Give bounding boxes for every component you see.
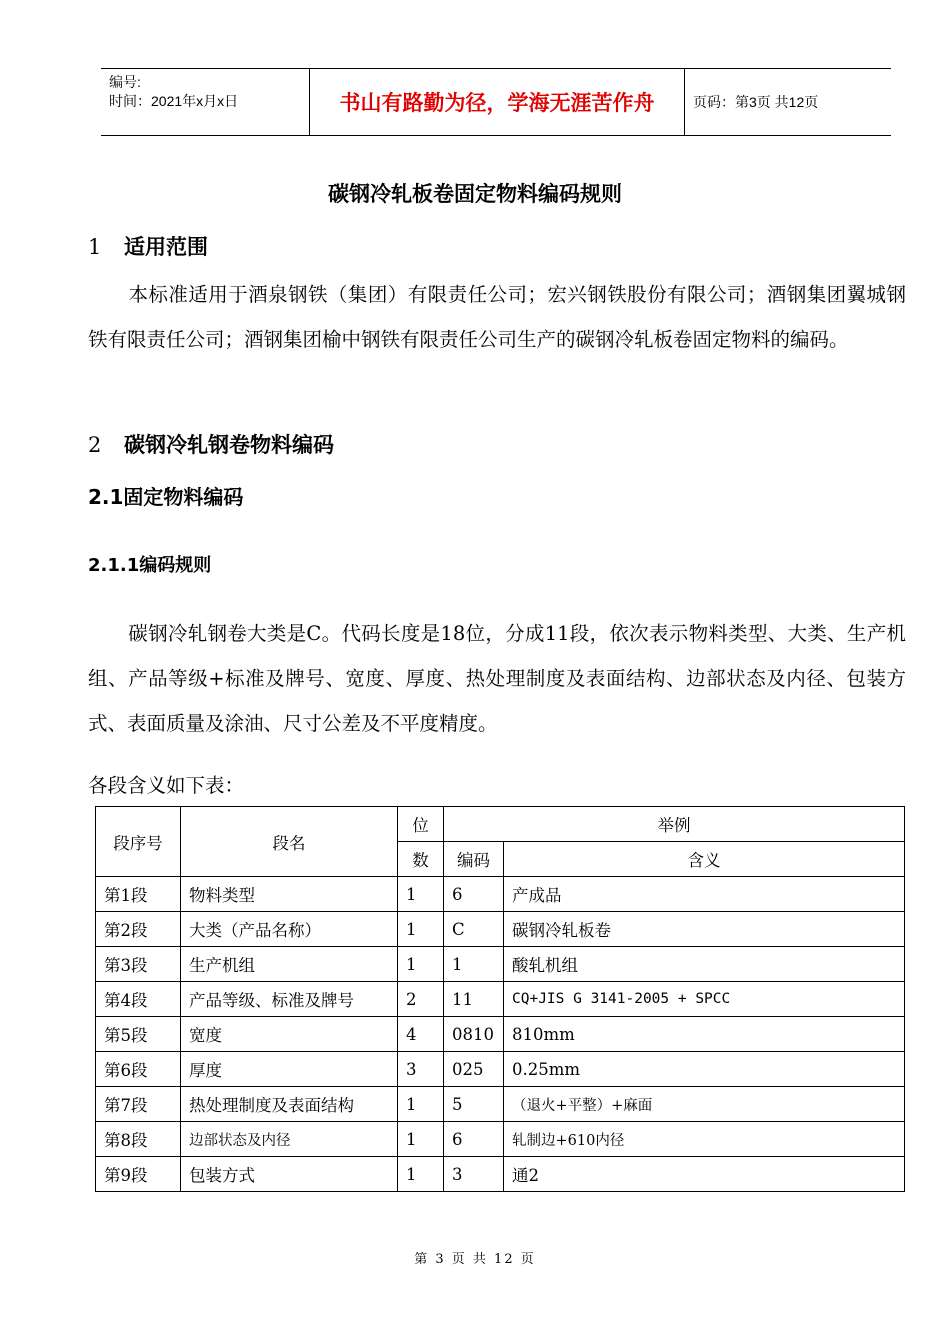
row-meaning: 810mm: [504, 1017, 905, 1052]
segment-table: [95, 806, 905, 1192]
header-seq: 段序号: [96, 807, 181, 877]
table-row: [96, 1052, 905, 1087]
header-code: 编码: [444, 842, 504, 877]
page-footer: 第 3 页 共 12 页: [414, 1252, 536, 1267]
header-page-label: 页码：第3页 共12页: [685, 69, 892, 136]
row-meaning: 酸轧机组: [504, 947, 905, 982]
row-digits: 2: [398, 982, 444, 1017]
row-seq: 第8段: [96, 1122, 181, 1157]
row-name: 厚度: [181, 1052, 398, 1087]
row-digits: 4: [398, 1017, 444, 1052]
header-digits-bottom: 数: [398, 842, 444, 877]
row-seq: 第1段: [96, 877, 181, 912]
page-header: [101, 68, 891, 136]
row-digits: 1: [398, 1122, 444, 1157]
section-2-number: 2: [88, 433, 102, 457]
row-seq: 第3段: [96, 947, 181, 982]
header-meaning: 含义: [504, 842, 905, 877]
table-row: [96, 1122, 905, 1157]
row-name: 宽度: [181, 1017, 398, 1052]
row-name: 边部状态及内径: [181, 1122, 398, 1157]
row-meaning: CQ+JIS G 3141-2005 + SPCC: [504, 982, 905, 1017]
row-digits: 3: [398, 1052, 444, 1087]
section-1-heading: [88, 231, 208, 261]
number-label: 编号:: [109, 74, 141, 90]
row-name: 物料类型: [181, 877, 398, 912]
row-name: 大类（产品名称）: [181, 912, 398, 947]
header-name: 段名: [181, 807, 398, 877]
table-row: [96, 982, 905, 1017]
row-meaning: 通2: [504, 1157, 905, 1192]
row-code: 11: [444, 982, 504, 1017]
row-meaning: 0.25mm: [504, 1052, 905, 1087]
row-code: 3: [444, 1157, 504, 1192]
header-motto: 书山有路勤为径，学海无涯苦作舟: [310, 69, 685, 136]
scope-text: 本标准适用于酒泉钢铁（集团）有限责任公司；宏兴钢铁股份有限公司；酒钢集团翼城钢铁有限责任公司；酒钢集团榆中钢铁有限责任公司生产的碳钢冷轧板卷固定物料的编码。: [88, 283, 906, 351]
table-intro: 各段含义如下表：: [88, 774, 245, 797]
row-seq: 第6段: [96, 1052, 181, 1087]
header-digits-top: 位: [398, 807, 444, 842]
row-meaning: （退火+平整）+麻面: [504, 1087, 905, 1122]
row-digits: 1: [398, 912, 444, 947]
row-name: 热处理制度及表面结构: [181, 1087, 398, 1122]
row-code: 5: [444, 1087, 504, 1122]
row-code: 0810: [444, 1017, 504, 1052]
section-1-paragraph: [88, 272, 906, 362]
section-2-title: 碳钢冷轧钢卷物料编码: [124, 433, 334, 457]
table-row: [96, 877, 905, 912]
row-seq: 第9段: [96, 1157, 181, 1192]
row-meaning: 产成品: [504, 877, 905, 912]
row-seq: 第7段: [96, 1087, 181, 1122]
rule-text: 碳钢冷轧钢卷大类是C。代码长度是18位，分成11段，依次表示物料类型、大类、生产机组、产品等级+标准及牌号、宽度、厚度、热处理制度及表面结构、边部状态及内径、包装方式、表面质量及涂油、尺寸公差及不平度精度。: [88, 622, 906, 735]
row-seq: 第2段: [96, 912, 181, 947]
row-digits: 1: [398, 1157, 444, 1192]
document-title: 碳钢冷轧板卷固定物料编码规则: [328, 182, 622, 206]
section-2-1-1-heading: 2.1.1编码规则: [88, 555, 212, 576]
row-meaning: 碳钢冷轧板卷: [504, 912, 905, 947]
table-row: [96, 1157, 905, 1192]
section-2-1-heading: 2.1固定物料编码: [88, 485, 244, 509]
section-1-title: 适用范围: [124, 235, 208, 259]
table-row: [96, 912, 905, 947]
row-code: 1: [444, 947, 504, 982]
row-code: 6: [444, 1122, 504, 1157]
table-row: [96, 1087, 905, 1122]
row-digits: 1: [398, 947, 444, 982]
row-digits: 1: [398, 1087, 444, 1122]
time-label: 时间：2021年x月x日: [109, 93, 239, 109]
row-meaning: 轧制边+610内径: [504, 1122, 905, 1157]
table-row: [96, 1017, 905, 1052]
row-code: 025: [444, 1052, 504, 1087]
header-info: [101, 69, 310, 136]
rule-paragraph: [88, 611, 906, 746]
row-name: 包装方式: [181, 1157, 398, 1192]
section-2-heading: [88, 429, 334, 459]
section-1-number: 1: [88, 235, 102, 259]
row-code: C: [444, 912, 504, 947]
row-seq: 第5段: [96, 1017, 181, 1052]
header-example: 举例: [444, 807, 905, 842]
row-code: 6: [444, 877, 504, 912]
row-digits: 1: [398, 877, 444, 912]
row-name: 生产机组: [181, 947, 398, 982]
table-row: [96, 947, 905, 982]
row-name: 产品等级、标准及牌号: [181, 982, 398, 1017]
row-seq: 第4段: [96, 982, 181, 1017]
